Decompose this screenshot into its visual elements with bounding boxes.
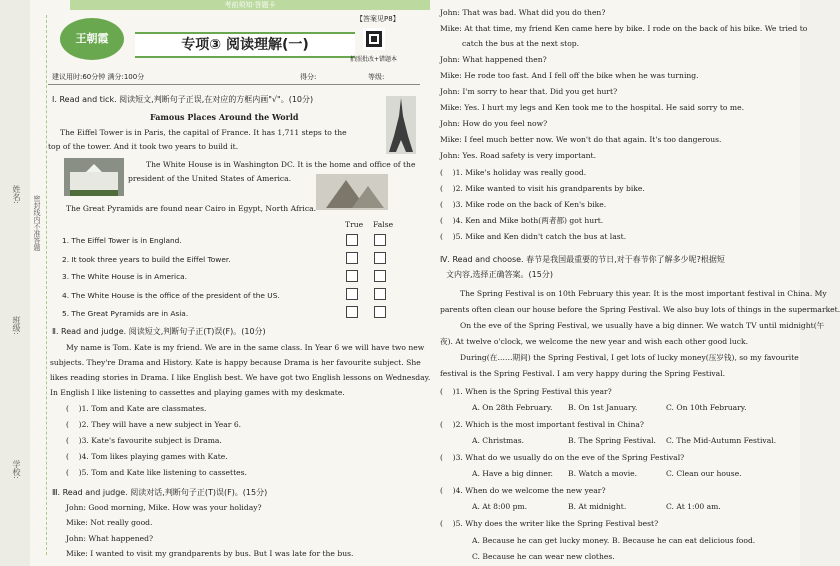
part1-item-1: 1. The Eiffel Tower is in England. <box>62 236 182 245</box>
part4-line-4: 夜). At twelve o'clock, we welcome the new year and wish each other good luck. <box>440 337 749 346</box>
part2-heading: Ⅱ. Read and judge. 阅读短文,判断句子正(T)误(F)。(10分) <box>52 327 266 336</box>
part2-item-3[interactable]: ( )3. Kate's favourite subject is Drama. <box>66 436 222 445</box>
part3-dialog-6: Mike: At that time, my friend Ken came here by bike. I rode on the back of his bike. We tried to <box>440 24 808 33</box>
part3-item-2-text: )2. Mike wanted to visit his grandparents by bike. <box>452 184 645 193</box>
part4-line-1: The Spring Festival is on 10th February this year. It is the most important festival in China. My <box>460 289 827 298</box>
part3-dialog-5: John: That was bad. What did you do then? <box>440 8 606 17</box>
part3-dialog-12: Mike: I feel much better now. We won't do that again. It's too dangerous. <box>440 135 722 144</box>
part3-dialog-11: John: How do you feel now? <box>440 119 548 128</box>
part4-q5-text: )5. Why does the writer like the Spring Festival best? <box>452 519 659 528</box>
answer-page-note: 【答案见P8】 <box>356 15 400 23</box>
part2-item-1[interactable]: ( )1. Tom and Kate are classmates. <box>66 404 207 413</box>
cut-line-note: 密封线内不准答题 <box>33 195 41 251</box>
part1-item-2: 2. It took three years to build the Eiffel Tower. <box>62 255 231 264</box>
part3-item-5[interactable]: ( )5. Mike and Ken didn't catch the bus at last. <box>440 232 627 241</box>
part3-item-3[interactable]: ( )3. Mike rode on the back of Ken's bike. <box>440 200 607 209</box>
part4-q5-opt-c[interactable]: C. Because he can wear new clothes. <box>472 552 615 561</box>
part2-item-5-text: )5. Tom and Kate like listening to cassettes. <box>78 468 247 477</box>
part3-dialog-10: Mike: Yes. I hurt my legs and Ken took me to the hospital. He said sorry to me. <box>440 103 745 112</box>
part2-line-4: In English I like listening to cassettes and playing games with my deskmate. <box>50 388 345 397</box>
part3-dialog-8: Mike: He rode too fast. And I fell off the bike when he was turning. <box>440 71 699 80</box>
part2-item-4-text: )4. Tom likes playing games with Kate. <box>78 452 228 461</box>
part4-heading: Ⅳ. Read and choose. 春节是我国最重要的节日,对于春节你了解多少呢?根据短 <box>440 255 725 264</box>
part2-item-1-text: )1. Tom and Kate are classmates. <box>78 404 207 413</box>
part2-item-5[interactable]: ( )5. Tom and Kate like listening to cassettes. <box>66 468 247 477</box>
part4-q2-text: )2. Which is the most important festival in China? <box>452 420 644 429</box>
tick-box-false-2[interactable] <box>374 252 386 264</box>
part1-para2-line1: The White House is in Washington DC. It is the home and office of the <box>146 160 416 169</box>
qr-caption: 拍照批改+错题本 <box>350 56 398 63</box>
part4-q5-opt-a[interactable]: A. Because he can get lucky money. <box>472 536 610 545</box>
part2-line-2: subjects. They're Drama and History. Kate is happy because Drama is her favourite subject. She <box>50 358 421 367</box>
part2-item-4[interactable]: ( )4. Tom likes playing games with Kate. <box>66 452 228 461</box>
part4-q3-opt-b[interactable]: B. Watch a movie. <box>568 469 638 478</box>
part4-line-5: During(在……期间) the Spring Festival, I get lots of lucky money(压岁钱), so my favourite <box>460 353 799 362</box>
part3-item-4[interactable]: ( )4. Ken and Mike both(两者都) got hurt. <box>440 216 604 225</box>
part1-item-4: 4. The White House is the office of the president of the US. <box>62 291 280 300</box>
part4-line-3: On the eve of the Spring Festival, we usually have a big dinner. We watch TV until midnight(午 <box>460 321 825 330</box>
part4-q5-opt-b[interactable]: B. Because he can eat delicious food. <box>612 536 756 545</box>
title-banner <box>135 32 355 58</box>
tick-box-false-1[interactable] <box>374 234 386 246</box>
part3-dialog-13: John: Yes. Road safety is very important. <box>440 151 597 160</box>
part1-item-3: 3. The White House is in America. <box>62 272 188 281</box>
part2-item-3-text: )3. Kate's favourite subject is Drama. <box>78 436 222 445</box>
part3-dialog-4: Mike: I wanted to visit my grandparents by bus. But I was late for the bus. <box>66 549 354 558</box>
time-info: 建议用时:60分钟 满分:100分 <box>52 73 145 81</box>
part4-line-6: festival is the Spring Festival. I am very happy during the Spring Festival. <box>440 369 726 378</box>
part4-q1[interactable]: ( )1. When is the Spring Festival this year? <box>440 387 612 396</box>
part4-q3-opt-c[interactable]: C. Clean our house. <box>666 469 742 478</box>
part4-q2-opt-c[interactable]: C. The Mid-Autumn Festival. <box>666 436 777 445</box>
logo-text: 王朝霞 <box>75 32 109 45</box>
part3-dialog-3: John: What happened? <box>66 534 154 543</box>
grade-label: 等级: <box>368 73 385 81</box>
pyramids-image <box>316 174 388 210</box>
white-house-image <box>64 158 124 196</box>
publisher-logo <box>60 18 124 60</box>
top-banner-text: 考前须知·答题卡 <box>224 1 276 9</box>
false-column-header: False <box>373 220 394 229</box>
part4-q4-opt-c[interactable]: C. At 1:00 am. <box>666 502 721 511</box>
tick-box-true-4[interactable] <box>346 288 358 300</box>
part1-heading: Ⅰ. Read and tick. 阅读短文,判断句子正误,在对应的方框内画"√"。(10分) <box>52 95 314 104</box>
top-banner <box>70 0 430 10</box>
part1-para1-line2: top of the tower. And it took two years to build it. <box>48 142 239 151</box>
part3-heading: Ⅲ. Read and judge. 阅读对话,判断句子正(T)误(F)。(15分) <box>52 488 268 497</box>
eiffel-tower-image <box>386 96 416 154</box>
part3-item-2[interactable]: ( )2. Mike wanted to visit his grandparents by bike. <box>440 184 645 193</box>
part1-para2-line2: president of the United States of America. <box>128 174 292 183</box>
part4-q3-text: )3. What do we usually do on the eve of the Spring Festival? <box>452 453 685 462</box>
part2-item-2-text: )2. They will have a new subject in Year 6. <box>78 420 242 429</box>
part4-q2-opt-a[interactable]: A. Christmas. <box>472 436 525 445</box>
part2-line-3: likes reading stories in Drama. I like English best. We have got two English lessons on Wednesday. <box>50 373 431 382</box>
part4-q1-text: )1. When is the Spring Festival this year? <box>452 387 612 396</box>
part4-q1-opt-b[interactable]: B. On 1st January. <box>568 403 638 412</box>
part4-q1-opt-a[interactable]: A. On 28th February. <box>472 403 553 412</box>
part3-item-3-text: )3. Mike rode on the back of Ken's bike. <box>452 200 607 209</box>
part4-line-2: parents often clean our house before the Spring Festival. We also buy lots of things in the supermarket. <box>440 305 840 314</box>
part1-title: Famous Places Around the World <box>150 112 299 122</box>
part4-heading-2: 文内容,选择正确答案。(15分) <box>446 270 553 279</box>
part3-dialog-1: John: Good morning, Mike. How was your holiday? <box>66 503 262 512</box>
part3-item-5-text: )5. Mike and Ken didn't catch the bus at last. <box>452 232 627 241</box>
tick-box-true-3[interactable] <box>346 270 358 282</box>
part1-para3: The Great Pyramids are found near Cairo in Egypt, North Africa. <box>66 204 317 213</box>
part4-q4-opt-b[interactable]: B. At midnight. <box>568 502 627 511</box>
cut-line <box>46 15 47 555</box>
tick-box-false-3[interactable] <box>374 270 386 282</box>
tick-box-false-5[interactable] <box>374 306 386 318</box>
part3-dialog-9: John: I'm sorry to hear that. Did you get hurt? <box>440 87 618 96</box>
tick-box-true-5[interactable] <box>346 306 358 318</box>
part4-q4[interactable]: ( )4. When do we welcome the new year? <box>440 486 606 495</box>
qr-code <box>363 28 385 50</box>
binding-strip <box>0 0 41 566</box>
part4-q1-opt-c[interactable]: C. On 10th February. <box>666 403 747 412</box>
part3-item-1[interactable]: ( )1. Mike's holiday was really good. <box>440 168 587 177</box>
true-column-header: True <box>345 220 364 229</box>
class-label: 班级: <box>12 316 21 335</box>
name-label: 姓名: <box>12 185 21 204</box>
part3-item-4-text: )4. Ken and Mike both(两者都) got hurt. <box>452 216 604 225</box>
part1-item-5: 5. The Great Pyramids are in Asia. <box>62 309 189 318</box>
part3-dialog-7: John: What happened then? <box>440 55 547 64</box>
part4-q3-opt-a[interactable]: A. Have a big dinner. <box>472 469 553 478</box>
part4-q2[interactable]: ( )2. Which is the most important festival in China? <box>440 420 644 429</box>
part1-para1-line1: The Eiffel Tower is in Paris, the capital of France. It has 1,711 steps to the <box>60 128 347 137</box>
part4-q4-opt-a[interactable]: A. At 8:00 pm. <box>472 502 528 511</box>
part4-q2-opt-b[interactable]: B. The Spring Festival. <box>568 436 656 445</box>
unit-title: 专项③ 阅读理解(一) <box>181 37 309 53</box>
part4-q3[interactable]: ( )3. What do we usually do on the eve of the Spring Festival? <box>440 453 685 462</box>
part2-line-1: My name is Tom. Kate is my friend. We are in the same class. In Year 6 we will have two new <box>66 343 425 352</box>
part3-dialog-2: Mike: Not really good. <box>66 518 153 527</box>
tick-box-true-2[interactable] <box>346 252 358 264</box>
tick-box-false-4[interactable] <box>374 288 386 300</box>
part4-q4-text: )4. When do we welcome the new year? <box>452 486 606 495</box>
tick-box-true-1[interactable] <box>346 234 358 246</box>
part3-item-1-text: )1. Mike's holiday was really good. <box>452 168 587 177</box>
part3-dialog-6b: catch the bus at the next stop. <box>462 39 580 48</box>
part2-item-2[interactable]: ( )2. They will have a new subject in Year 6. <box>66 420 242 429</box>
score-label: 得分: <box>300 73 317 81</box>
school-label: 学校: <box>12 460 21 479</box>
part4-q5[interactable]: ( )5. Why does the writer like the Spring Festival best? <box>440 519 659 528</box>
header-divider <box>48 84 420 85</box>
